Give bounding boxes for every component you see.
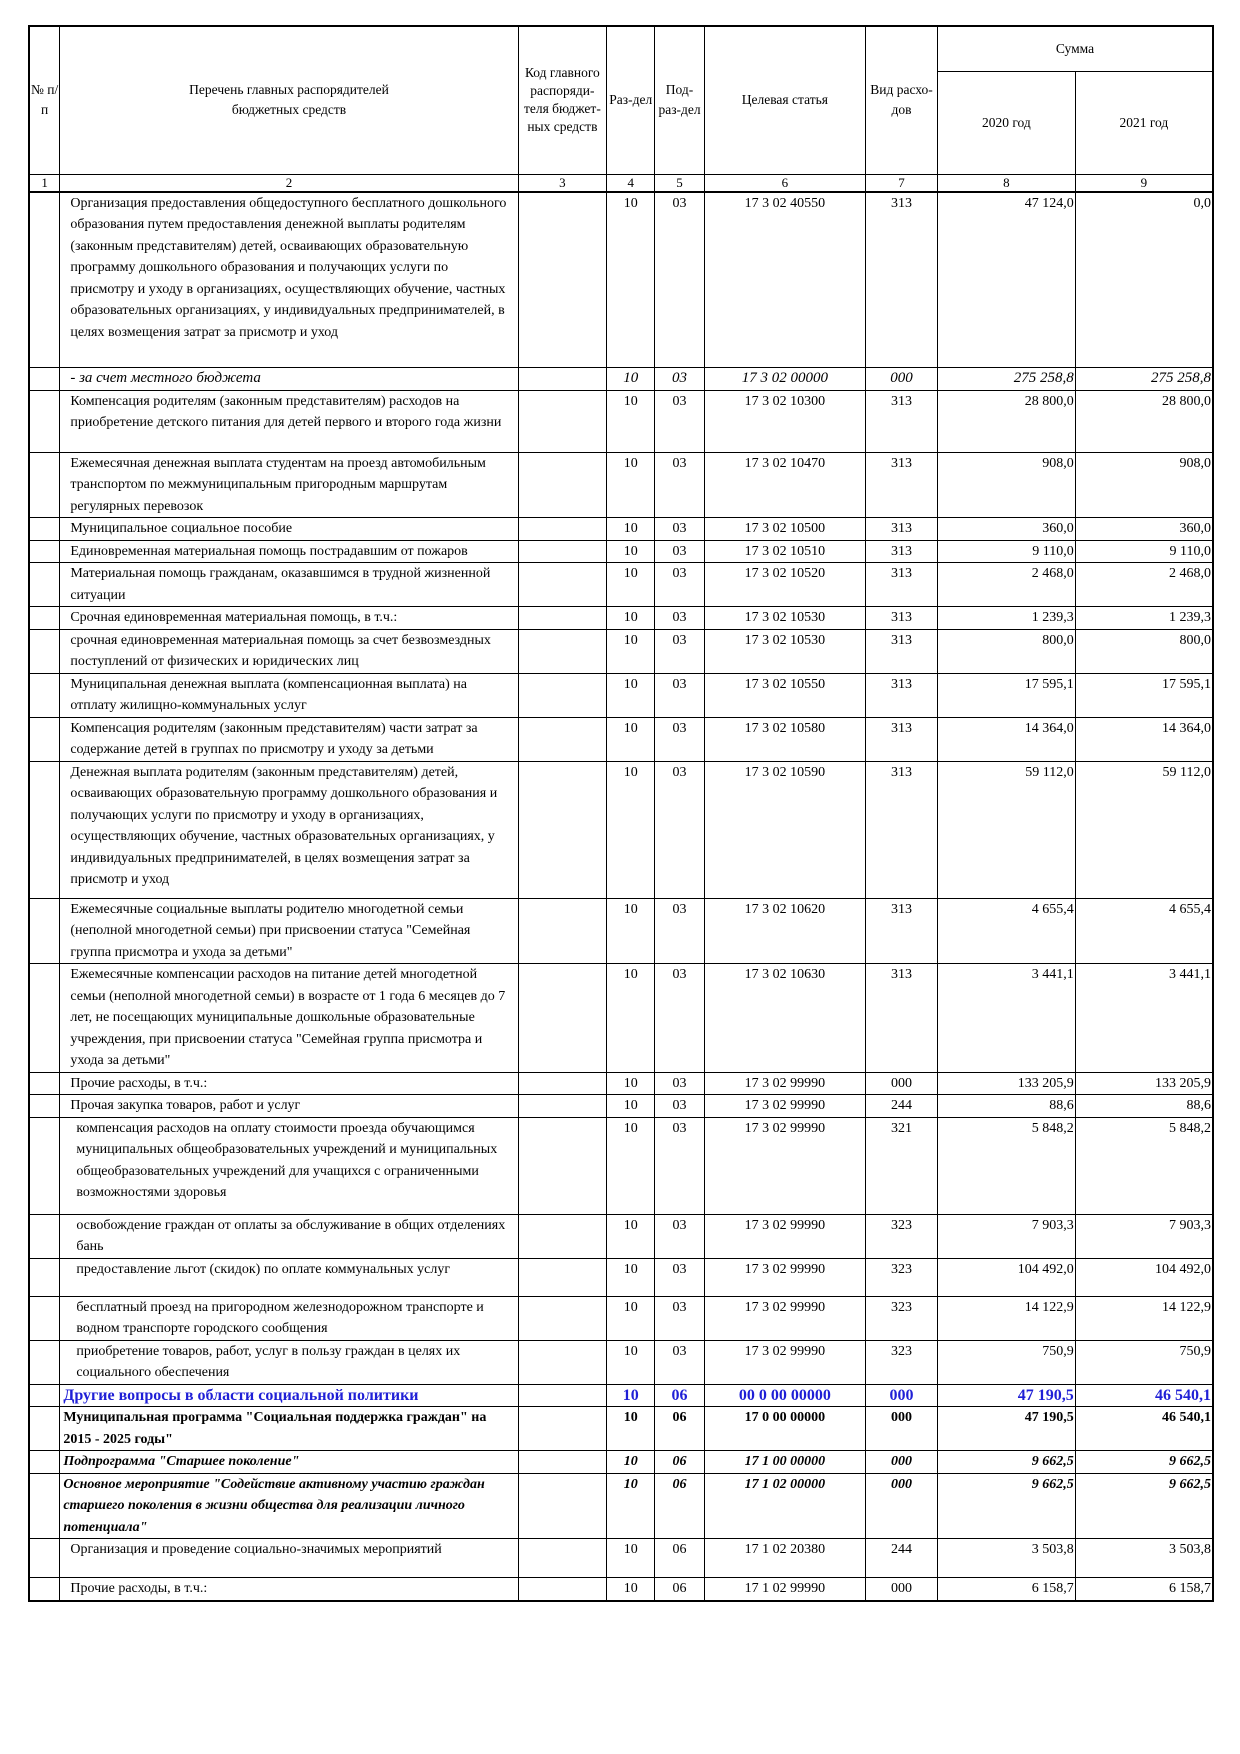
cell-sum-2021: 5 848,2 [1075, 1117, 1213, 1214]
table-row [29, 673, 1213, 717]
cell-cs: 17 3 02 99990 [704, 1117, 865, 1214]
cell-razdel: 10 [607, 540, 655, 563]
cell-glavcode [518, 192, 606, 368]
cell-num [29, 518, 60, 541]
cell-razdel: 10 [607, 1340, 655, 1384]
col-number: 4 [607, 174, 655, 192]
cell-cs: 17 3 02 99990 [704, 1095, 865, 1118]
table-row [29, 1214, 1213, 1258]
cell-podrazdel: 03 [655, 964, 704, 1073]
cell-sum-2020: 17 595,1 [937, 673, 1075, 717]
cell-num [29, 1384, 60, 1407]
cell-razdel: 10 [607, 1258, 655, 1296]
cell-sum-2020: 28 800,0 [937, 390, 1075, 452]
cell-cs: 17 0 00 00000 [704, 1407, 865, 1451]
table-row [29, 1407, 1213, 1451]
table-row [29, 1296, 1213, 1340]
cell-name: Срочная единовременная материальная помощь, в т.ч.: [60, 607, 518, 630]
cell-num [29, 1340, 60, 1384]
cell-sum-2020: 908,0 [937, 452, 1075, 518]
cell-cs: 17 3 02 99990 [704, 1072, 865, 1095]
cell-glavcode [518, 563, 606, 607]
cell-vr: 313 [866, 761, 938, 898]
cell-num [29, 898, 60, 964]
cell-cs: 17 3 02 99990 [704, 1340, 865, 1384]
cell-razdel: 10 [607, 1117, 655, 1214]
cell-cs: 17 3 02 10300 [704, 390, 865, 452]
cell-sum-2021: 908,0 [1075, 452, 1213, 518]
cell-podrazdel: 03 [655, 673, 704, 717]
cell-vr: 313 [866, 192, 938, 368]
cell-vr: 313 [866, 964, 938, 1073]
cell-num [29, 1214, 60, 1258]
cell-vr: 313 [866, 563, 938, 607]
cell-sum-2021: 9 662,5 [1075, 1451, 1213, 1474]
cell-podrazdel: 03 [655, 1214, 704, 1258]
cell-cs: 17 3 02 10500 [704, 518, 865, 541]
cell-vr: 000 [866, 1473, 938, 1539]
table-row [29, 1095, 1213, 1118]
cell-vr: 313 [866, 898, 938, 964]
cell-razdel: 10 [607, 629, 655, 673]
cell-glavcode [518, 629, 606, 673]
cell-vr: 323 [866, 1296, 938, 1340]
cell-sum-2020: 7 903,3 [937, 1214, 1075, 1258]
cell-vr: 000 [866, 368, 938, 391]
cell-glavcode [518, 607, 606, 630]
cell-vr: 313 [866, 390, 938, 452]
cell-num [29, 1539, 60, 1578]
cell-num [29, 761, 60, 898]
cell-name: компенсация расходов на оплату стоимости проезда обучающимся муниципальных общеобразовательных учреждений и муниципальных общеобразовательных учреждений для учащихся с ограниченными возможностями здоровья [60, 1117, 518, 1214]
cell-num [29, 1117, 60, 1214]
cell-podrazdel: 06 [655, 1578, 704, 1601]
header-podrazdel: Под-раз-дел [655, 26, 704, 174]
cell-razdel: 10 [607, 717, 655, 761]
table-row [29, 192, 1213, 368]
table-row [29, 761, 1213, 898]
col-number: 6 [704, 174, 865, 192]
cell-cs: 17 3 02 00000 [704, 368, 865, 391]
cell-sum-2021: 275 258,8 [1075, 368, 1213, 391]
cell-vr: 313 [866, 629, 938, 673]
cell-glavcode [518, 898, 606, 964]
cell-sum-2021: 3 441,1 [1075, 964, 1213, 1073]
cell-sum-2021: 7 903,3 [1075, 1214, 1213, 1258]
cell-name: Компенсация родителям (законным представителям) расходов на приобретение детского питания для детей первого и второго года жизни [60, 390, 518, 452]
cell-name: Ежемесячная денежная выплата студентам на проезд автомобильным транспортом по межмуниципальным пригородным маршрутам регулярных перевозок [60, 452, 518, 518]
cell-sum-2020: 47 190,5 [937, 1384, 1075, 1407]
cell-vr: 321 [866, 1117, 938, 1214]
cell-razdel: 10 [607, 1407, 655, 1451]
cell-name: Компенсация родителям (законным представителям) части затрат за содержание детей в группах по присмотру и уходу за детьми [60, 717, 518, 761]
cell-vr: 313 [866, 673, 938, 717]
cell-razdel: 10 [607, 452, 655, 518]
cell-glavcode [518, 964, 606, 1073]
cell-vr: 313 [866, 607, 938, 630]
cell-glavcode [518, 1451, 606, 1474]
cell-sum-2021: 14 122,9 [1075, 1296, 1213, 1340]
cell-sum-2020: 14 364,0 [937, 717, 1075, 761]
cell-podrazdel: 06 [655, 1539, 704, 1578]
cell-glavcode [518, 1473, 606, 1539]
cell-glavcode [518, 452, 606, 518]
cell-vr: 313 [866, 452, 938, 518]
cell-glavcode [518, 1578, 606, 1601]
cell-razdel: 10 [607, 1214, 655, 1258]
cell-podrazdel: 03 [655, 1340, 704, 1384]
cell-vr: 000 [866, 1072, 938, 1095]
header-glavcode: Код главного распоряди-теля бюджет-ных средств [518, 26, 606, 174]
cell-razdel: 10 [607, 898, 655, 964]
cell-sum-2021: 88,6 [1075, 1095, 1213, 1118]
table-row [29, 1384, 1213, 1407]
cell-num [29, 452, 60, 518]
cell-sum-2020: 9 110,0 [937, 540, 1075, 563]
cell-sum-2020: 800,0 [937, 629, 1075, 673]
cell-glavcode [518, 1384, 606, 1407]
cell-cs: 17 3 02 10530 [704, 629, 865, 673]
cell-podrazdel: 03 [655, 1258, 704, 1296]
cell-cs: 17 3 02 10550 [704, 673, 865, 717]
cell-num [29, 1296, 60, 1340]
cell-name: срочная единовременная материальная помощь за счет безвозмездных поступлений от физических и юридических лиц [60, 629, 518, 673]
table-row [29, 1340, 1213, 1384]
cell-podrazdel: 03 [655, 761, 704, 898]
cell-sum-2021: 6 158,7 [1075, 1578, 1213, 1601]
col-number: 3 [518, 174, 606, 192]
cell-cs: 17 3 02 10630 [704, 964, 865, 1073]
cell-vr: 313 [866, 540, 938, 563]
cell-podrazdel: 03 [655, 717, 704, 761]
cell-sum-2021: 2 468,0 [1075, 563, 1213, 607]
cell-podrazdel: 03 [655, 898, 704, 964]
cell-podrazdel: 03 [655, 518, 704, 541]
cell-glavcode [518, 540, 606, 563]
cell-sum-2020: 59 112,0 [937, 761, 1075, 898]
cell-sum-2021: 46 540,1 [1075, 1407, 1213, 1451]
cell-razdel: 10 [607, 192, 655, 368]
cell-glavcode [518, 368, 606, 391]
table-row [29, 629, 1213, 673]
cell-sum-2020: 750,9 [937, 1340, 1075, 1384]
cell-podrazdel: 03 [655, 540, 704, 563]
cell-sum-2020: 47 124,0 [937, 192, 1075, 368]
cell-cs: 17 3 02 10520 [704, 563, 865, 607]
cell-cs: 17 1 02 99990 [704, 1578, 865, 1601]
cell-razdel: 10 [607, 518, 655, 541]
cell-razdel: 10 [607, 1473, 655, 1539]
cell-num [29, 1473, 60, 1539]
cell-sum-2021: 1 239,3 [1075, 607, 1213, 630]
cell-cs: 17 1 02 00000 [704, 1473, 865, 1539]
cell-razdel: 10 [607, 1072, 655, 1095]
table-row [29, 368, 1213, 391]
cell-razdel: 10 [607, 607, 655, 630]
budget-table-page [28, 25, 1214, 1602]
cell-sum-2020: 5 848,2 [937, 1117, 1075, 1214]
cell-vr: 313 [866, 717, 938, 761]
cell-sum-2020: 360,0 [937, 518, 1075, 541]
cell-podrazdel: 03 [655, 607, 704, 630]
cell-name: Материальная помощь гражданам, оказавшимся в трудной жизненной ситуации [60, 563, 518, 607]
cell-num [29, 1407, 60, 1451]
table-row [29, 607, 1213, 630]
cell-name: Единовременная материальная помощь пострадавшим от пожаров [60, 540, 518, 563]
cell-num [29, 607, 60, 630]
col-number: 2 [60, 174, 518, 192]
header-cs: Целевая статья [704, 26, 865, 174]
cell-name: освобождение граждан от оплаты за обслуживание в общих отделениях бань [60, 1214, 518, 1258]
cell-sum-2021: 9 110,0 [1075, 540, 1213, 563]
cell-podrazdel: 06 [655, 1384, 704, 1407]
cell-razdel: 10 [607, 1095, 655, 1118]
cell-num [29, 390, 60, 452]
cell-name: Основное мероприятие "Содействие активному участию граждан старшего поколения в жизни общества для реализации личного потенциала" [60, 1473, 518, 1539]
cell-name: предоставление льгот (скидок) по оплате коммунальных услуг [60, 1258, 518, 1296]
cell-podrazdel: 06 [655, 1451, 704, 1474]
cell-name: бесплатный проезд на пригородном железнодорожном транспорте и водном транспорте городского сообщения [60, 1296, 518, 1340]
cell-glavcode [518, 673, 606, 717]
cell-sum-2020: 88,6 [937, 1095, 1075, 1118]
cell-name: Денежная выплата родителям (законным представителям) детей, осваивающих образовательную программу дошкольного образования и получающих услуги по присмотру и уходу в организациях, осуществляющих обучение, частных образовательных организациях, у индивидуальных предпринимателей, в целях возмещения затрат за присмотр и уход [60, 761, 518, 898]
header-num: № п/п [29, 26, 60, 174]
cell-sum-2021: 3 503,8 [1075, 1539, 1213, 1578]
cell-num [29, 673, 60, 717]
cell-sum-2020: 3 441,1 [937, 964, 1075, 1073]
cell-num [29, 1578, 60, 1601]
cell-cs: 17 3 02 10620 [704, 898, 865, 964]
cell-sum-2021: 0,0 [1075, 192, 1213, 368]
budget-table [28, 25, 1214, 1602]
cell-sum-2020: 2 468,0 [937, 563, 1075, 607]
cell-sum-2020: 9 662,5 [937, 1451, 1075, 1474]
cell-sum-2021: 28 800,0 [1075, 390, 1213, 452]
cell-name: приобретение товаров, работ, услуг в пользу граждан в целях их социального обеспечения [60, 1340, 518, 1384]
table-row [29, 1451, 1213, 1474]
cell-glavcode [518, 390, 606, 452]
cell-name: Организация и проведение социально-значимых мероприятий [60, 1539, 518, 1578]
cell-razdel: 10 [607, 1451, 655, 1474]
cell-vr: 244 [866, 1095, 938, 1118]
cell-name: Муниципальная программа "Социальная поддержка граждан" на 2015 - 2025 годы" [60, 1407, 518, 1451]
cell-cs: 17 3 02 99990 [704, 1258, 865, 1296]
cell-podrazdel: 03 [655, 390, 704, 452]
cell-podrazdel: 03 [655, 1095, 704, 1118]
cell-glavcode [518, 1296, 606, 1340]
cell-cs: 17 3 02 40550 [704, 192, 865, 368]
cell-sum-2021: 800,0 [1075, 629, 1213, 673]
cell-sum-2021: 9 662,5 [1075, 1473, 1213, 1539]
cell-cs: 17 1 00 00000 [704, 1451, 865, 1474]
cell-sum-2021: 104 492,0 [1075, 1258, 1213, 1296]
cell-name: - за счет местного бюджета [60, 368, 518, 391]
cell-glavcode [518, 1214, 606, 1258]
cell-razdel: 10 [607, 390, 655, 452]
cell-vr: 000 [866, 1451, 938, 1474]
cell-sum-2021: 4 655,4 [1075, 898, 1213, 964]
cell-glavcode [518, 1258, 606, 1296]
cell-name: Прочие расходы, в т.ч.: [60, 1072, 518, 1095]
col-number: 7 [866, 174, 938, 192]
cell-glavcode [518, 717, 606, 761]
cell-sum-2021: 59 112,0 [1075, 761, 1213, 898]
header-sum: Сумма [937, 26, 1213, 71]
cell-num [29, 1258, 60, 1296]
cell-num [29, 1451, 60, 1474]
cell-sum-2020: 4 655,4 [937, 898, 1075, 964]
cell-glavcode [518, 1539, 606, 1578]
cell-sum-2021: 46 540,1 [1075, 1384, 1213, 1407]
cell-podrazdel: 03 [655, 452, 704, 518]
cell-vr: 323 [866, 1214, 938, 1258]
cell-sum-2020: 47 190,5 [937, 1407, 1075, 1451]
table-row [29, 1258, 1213, 1296]
table-row [29, 1072, 1213, 1095]
cell-num [29, 368, 60, 391]
cell-podrazdel: 06 [655, 1407, 704, 1451]
header-name: Перечень главных распорядителей бюджетных средств [60, 26, 518, 174]
cell-glavcode [518, 1340, 606, 1384]
cell-name: Прочие расходы, в т.ч.: [60, 1578, 518, 1601]
cell-name: Организация предоставления общедоступного бесплатного дошкольного образования путем предоставления денежной выплаты родителям (законным представителям) детей, осваивающих образовательную программу дошкольного образования и получающих услуги по присмотру и уходу в организациях, осуществляющих обучение, частных образовательных организациях, у индивидуальных предпринимателей, в целях возмещения затрат за присмотр и уход [60, 192, 518, 368]
cell-sum-2020: 3 503,8 [937, 1539, 1075, 1578]
cell-podrazdel: 03 [655, 1117, 704, 1214]
cell-num [29, 192, 60, 368]
cell-sum-2020: 6 158,7 [937, 1578, 1075, 1601]
header-vr: Вид расхо-дов [866, 26, 938, 174]
cell-name: Ежемесячные компенсации расходов на питание детей многодетной семьи (неполной многодетной семьи) в возрасте от 1 года 6 месяцев до 7 лет, не посещающих муниципальные дошкольные образовательные учреждения, при присвоении статуса "Семейная группа присмотра и ухода за детьми" [60, 964, 518, 1073]
table-row [29, 1473, 1213, 1539]
cell-sum-2020: 133 205,9 [937, 1072, 1075, 1095]
cell-vr: 000 [866, 1578, 938, 1601]
cell-num [29, 717, 60, 761]
table-row [29, 540, 1213, 563]
cell-sum-2021: 17 595,1 [1075, 673, 1213, 717]
table-row [29, 518, 1213, 541]
cell-name: Другие вопросы в области социальной политики [60, 1384, 518, 1407]
cell-razdel: 10 [607, 673, 655, 717]
cell-cs: 00 0 00 00000 [704, 1384, 865, 1407]
table-row [29, 964, 1213, 1073]
cell-name: Подпрограмма "Старшее поколение" [60, 1451, 518, 1474]
cell-num [29, 629, 60, 673]
table-row [29, 898, 1213, 964]
cell-vr: 313 [866, 518, 938, 541]
cell-podrazdel: 03 [655, 1072, 704, 1095]
cell-podrazdel: 06 [655, 1473, 704, 1539]
cell-glavcode [518, 761, 606, 898]
cell-sum-2020: 14 122,9 [937, 1296, 1075, 1340]
table-row [29, 1117, 1213, 1214]
cell-cs: 17 3 02 10590 [704, 761, 865, 898]
cell-cs: 17 3 02 99990 [704, 1296, 865, 1340]
cell-glavcode [518, 1117, 606, 1214]
cell-glavcode [518, 1407, 606, 1451]
table-body [29, 192, 1213, 1601]
cell-razdel: 10 [607, 368, 655, 391]
cell-num [29, 563, 60, 607]
table-row [29, 717, 1213, 761]
table-row [29, 1578, 1213, 1601]
cell-podrazdel: 03 [655, 1296, 704, 1340]
cell-glavcode [518, 518, 606, 541]
cell-cs: 17 3 02 10580 [704, 717, 865, 761]
cell-razdel: 10 [607, 1296, 655, 1340]
cell-cs: 17 3 02 10510 [704, 540, 865, 563]
cell-num [29, 964, 60, 1073]
cell-vr: 244 [866, 1539, 938, 1578]
cell-cs: 17 3 02 10530 [704, 607, 865, 630]
cell-podrazdel: 03 [655, 192, 704, 368]
cell-name: Муниципальное социальное пособие [60, 518, 518, 541]
cell-num [29, 540, 60, 563]
table-row [29, 452, 1213, 518]
cell-name: Муниципальная денежная выплата (компенсационная выплата) на отплату жилищно-коммунальных услуг [60, 673, 518, 717]
cell-sum-2020: 1 239,3 [937, 607, 1075, 630]
col-number: 9 [1075, 174, 1213, 192]
col-number: 5 [655, 174, 704, 192]
cell-num [29, 1095, 60, 1118]
cell-razdel: 10 [607, 1539, 655, 1578]
cell-sum-2021: 14 364,0 [1075, 717, 1213, 761]
table-row [29, 390, 1213, 452]
cell-cs: 17 3 02 10470 [704, 452, 865, 518]
cell-sum-2020: 275 258,8 [937, 368, 1075, 391]
table-row [29, 563, 1213, 607]
cell-razdel: 10 [607, 761, 655, 898]
col-number: 8 [937, 174, 1075, 192]
cell-sum-2021: 750,9 [1075, 1340, 1213, 1384]
cell-sum-2020: 9 662,5 [937, 1473, 1075, 1539]
cell-vr: 000 [866, 1407, 938, 1451]
cell-sum-2021: 360,0 [1075, 518, 1213, 541]
cell-num [29, 1072, 60, 1095]
cell-glavcode [518, 1072, 606, 1095]
table-row [29, 1539, 1213, 1578]
col-number: 1 [29, 174, 60, 192]
cell-vr: 000 [866, 1384, 938, 1407]
cell-podrazdel: 03 [655, 563, 704, 607]
cell-razdel: 10 [607, 964, 655, 1073]
cell-podrazdel: 03 [655, 368, 704, 391]
cell-sum-2020: 104 492,0 [937, 1258, 1075, 1296]
cell-vr: 323 [866, 1340, 938, 1384]
cell-razdel: 10 [607, 563, 655, 607]
cell-razdel: 10 [607, 1384, 655, 1407]
header-razdel: Раз-дел [607, 26, 655, 174]
cell-cs: 17 1 02 20380 [704, 1539, 865, 1578]
cell-name: Ежемесячные социальные выплаты родителю многодетной семьи (неполной многодетной семьи) при присвоении статуса "Семейная группа присмотра и ухода за детьми" [60, 898, 518, 964]
cell-podrazdel: 03 [655, 629, 704, 673]
cell-cs: 17 3 02 99990 [704, 1214, 865, 1258]
cell-sum-2021: 133 205,9 [1075, 1072, 1213, 1095]
header-2020: 2020 год [937, 71, 1075, 174]
cell-vr: 323 [866, 1258, 938, 1296]
cell-glavcode [518, 1095, 606, 1118]
cell-razdel: 10 [607, 1578, 655, 1601]
header-2021: 2021 год [1075, 71, 1213, 174]
cell-name: Прочая закупка товаров, работ и услуг [60, 1095, 518, 1118]
